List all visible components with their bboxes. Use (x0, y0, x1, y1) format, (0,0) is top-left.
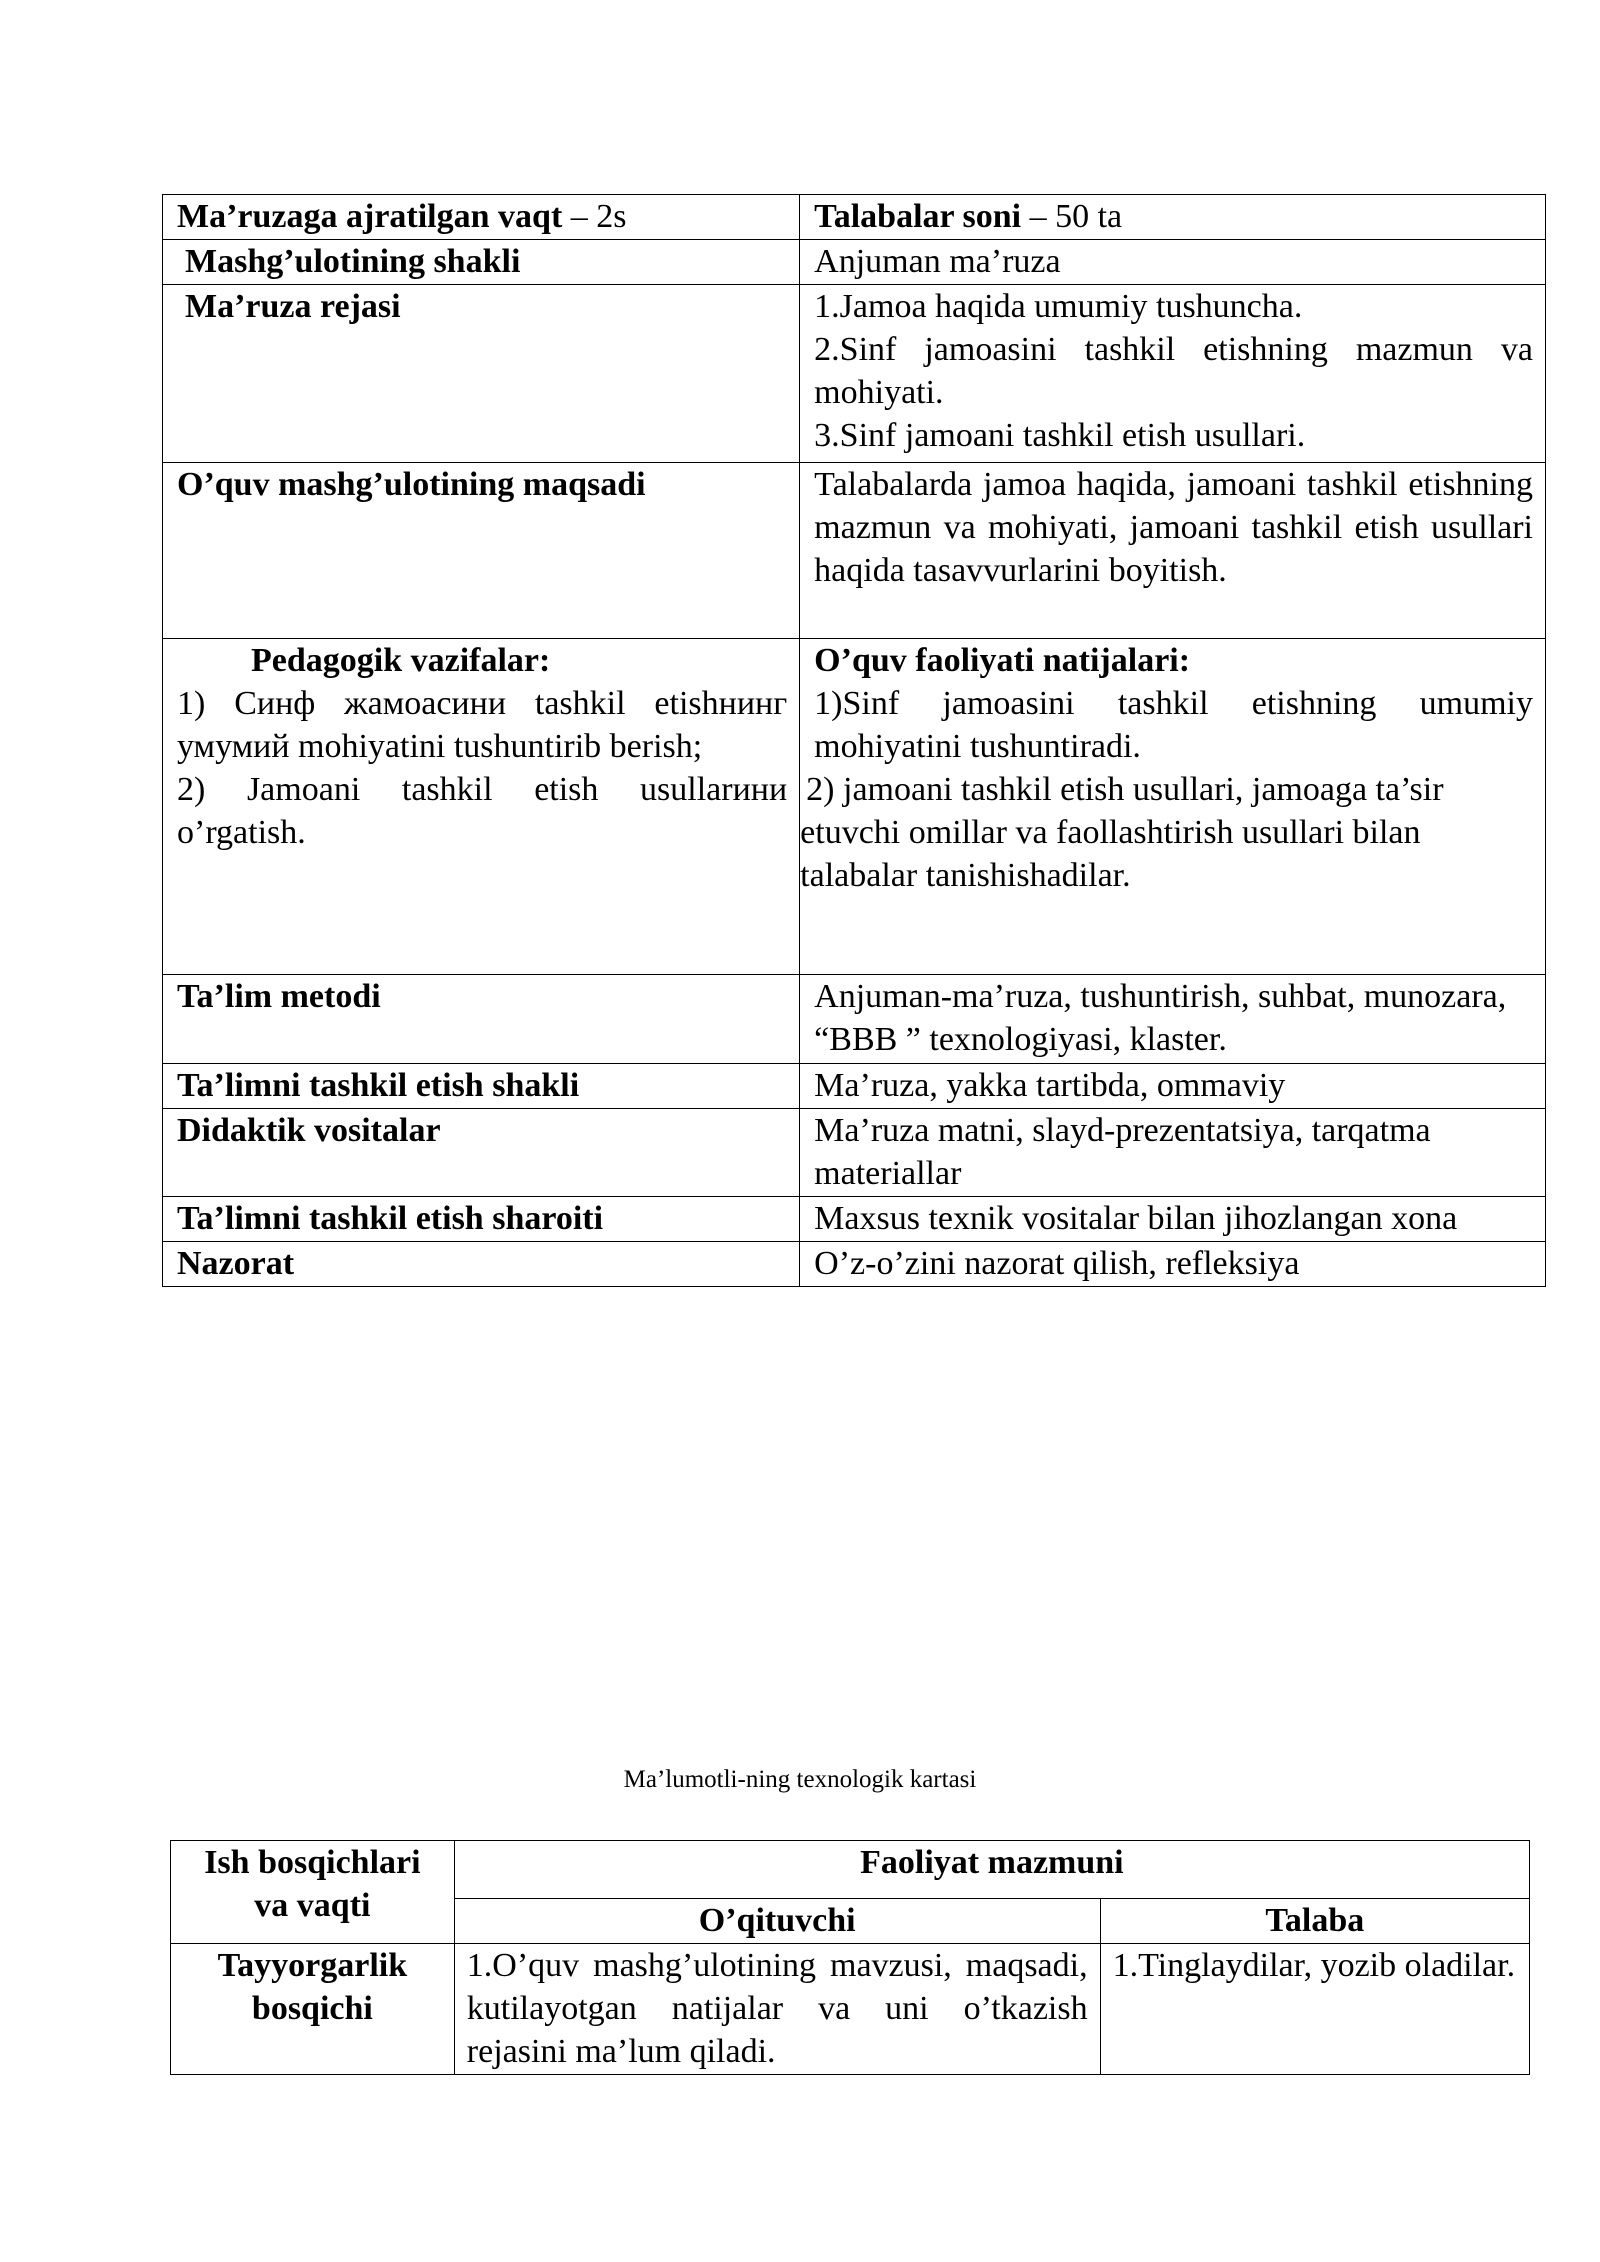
table-cell (454, 1899, 1100, 1944)
table-cell (163, 975, 800, 1064)
label-lecture-plan: Ma’ruza rejasi (185, 288, 401, 325)
table-cell (800, 639, 1546, 975)
lesson-info-table (162, 194, 1546, 1287)
table-row (163, 240, 1546, 285)
label-time: Ma’ruzaga ajratilgan vaqt (177, 198, 563, 235)
table-cell (171, 1841, 455, 1944)
table-cell (454, 1944, 1100, 2075)
teacher-activity: 1.O’quv mashg’ulotining mavzusi, maqsadi, kutilayotgan natijalar va uni o’tkazish rejasini ma’lum qiladi. (466, 1947, 1088, 2070)
table-cell (171, 1944, 455, 2075)
value-lesson-goal: Talabalarda jamoa haqida, jamoani tashkil etishning mazmun va mohiyati, jamoani tashkil etish usullari haqida tasavvurlarini boyitish. (814, 466, 1533, 589)
table-cell (163, 639, 800, 975)
learning-outcome-item: talabalar tanishishadilar. (800, 857, 1131, 894)
technological-map-table (170, 1840, 1530, 2075)
table-cell (1100, 1899, 1529, 1944)
table-cell (163, 1242, 800, 1287)
table-row (163, 1197, 1546, 1242)
table-row (163, 285, 1546, 463)
table-cell (800, 1109, 1546, 1197)
table-cell (163, 1109, 800, 1197)
table-cell (800, 1242, 1546, 1287)
pedagogical-task-item: 1) Синф жамоасини tashkil etishнинг умумий mohiyatini tushuntirib berish; (177, 685, 788, 765)
value-students: – 50 ta (1021, 198, 1123, 235)
header-student: Talaba (1265, 1902, 1365, 1939)
table-cell (800, 240, 1546, 285)
value-control: O’z-o’zini nazorat qilish, refleksiya (814, 1245, 1300, 1282)
label-organization-form: Ta’limni tashkil etish shakli (177, 1067, 580, 1104)
table-cell (163, 285, 800, 463)
header-teacher: O’qituvchi (698, 1902, 856, 1939)
table-row (163, 463, 1546, 639)
table-cell (163, 195, 800, 240)
header-activity-content: Faoliyat mazmuni (860, 1844, 1124, 1881)
label-teaching-method: Ta’lim metodi (177, 978, 381, 1015)
table-cell (800, 463, 1546, 639)
table-cell (800, 285, 1546, 463)
pedagogical-task-item: 2) Jamoani tashkil etish usullarини o’rgatish. (177, 771, 788, 851)
table-row (163, 639, 1546, 975)
value-lesson-form: Anjuman ma’ruza (814, 243, 1061, 280)
table-cell (800, 1197, 1546, 1242)
table-cell (800, 975, 1546, 1064)
label-lesson-goal: O’quv mashg’ulotining maqsadi (177, 466, 646, 503)
label-pedagogical-tasks: Pedagogik vazifalar: (251, 642, 551, 679)
table-cell (163, 1197, 800, 1242)
label-students: Talabalar soni (814, 198, 1022, 235)
table-cell (454, 1841, 1529, 1899)
value-organization-form: Ma’ruza, yakka tartibda, ommaviy (814, 1067, 1286, 1104)
table-row (171, 1944, 1530, 2075)
value-teaching-method: Anjuman-ma’ruza, tushuntirish, suhbat, munozara, “BBB ” texnologiyasi, klaster. (814, 978, 1507, 1058)
table-caption: Ma’lumotli-ning texnologik kartasi (623, 1766, 977, 1793)
learning-outcome-item: etuvchi omillar va faollashtirish usullari bilan (800, 814, 1421, 851)
student-activity: 1.Tinglaydilar, yozib oladilar. (1112, 1947, 1516, 1984)
label-conditions: Ta’limni tashkil etish sharoiti (177, 1200, 604, 1237)
table-row (171, 1841, 1530, 1899)
header-stages: Ish bosqichlari va vaqti (204, 1844, 421, 1924)
table-cell (800, 1064, 1546, 1109)
value-time: – 2s (562, 198, 627, 235)
table-cell (1100, 1944, 1529, 2075)
table-cell (800, 195, 1546, 240)
table-row (163, 1242, 1546, 1287)
table-row (163, 975, 1546, 1064)
plan-item: 2.Sinf jamoasini tashkil etishning mazmun va mohiyati. (814, 331, 1533, 411)
plan-item: 3.Sinf jamoani tashkil etish usullari. (814, 417, 1306, 454)
value-conditions: Maxsus texnik vositalar bilan jihozlangan xona (814, 1200, 1458, 1237)
table-cell (163, 463, 800, 639)
learning-outcome-item: 2) jamoani tashkil etish usullari, jamoaga ta’sir (806, 771, 1444, 808)
plan-item: 1.Jamoa haqida umumiy tushuncha. (814, 288, 1303, 325)
stage-name: Tayyorgarlik bosqichi (217, 1947, 408, 2027)
label-didactic-tools: Didaktik vositalar (177, 1112, 441, 1149)
value-didactic-tools: Ma’ruza matni, slayd-prezentatsiya, tarqatma materiallar (814, 1112, 1431, 1192)
table-row (163, 1064, 1546, 1109)
table-cell (163, 1064, 800, 1109)
learning-outcome-item: 1)Sinf jamoasini tashkil etishning umumiy mohiyatini tushuntiradi. (814, 685, 1533, 765)
label-lesson-form: Mashg’ulotining shakli (185, 243, 521, 280)
table-row (163, 195, 1546, 240)
label-learning-outcomes: O’quv faoliyati natijalari: (814, 642, 1191, 679)
table-cell (163, 240, 800, 285)
table-row (163, 1109, 1546, 1197)
label-control: Nazorat (177, 1245, 295, 1282)
